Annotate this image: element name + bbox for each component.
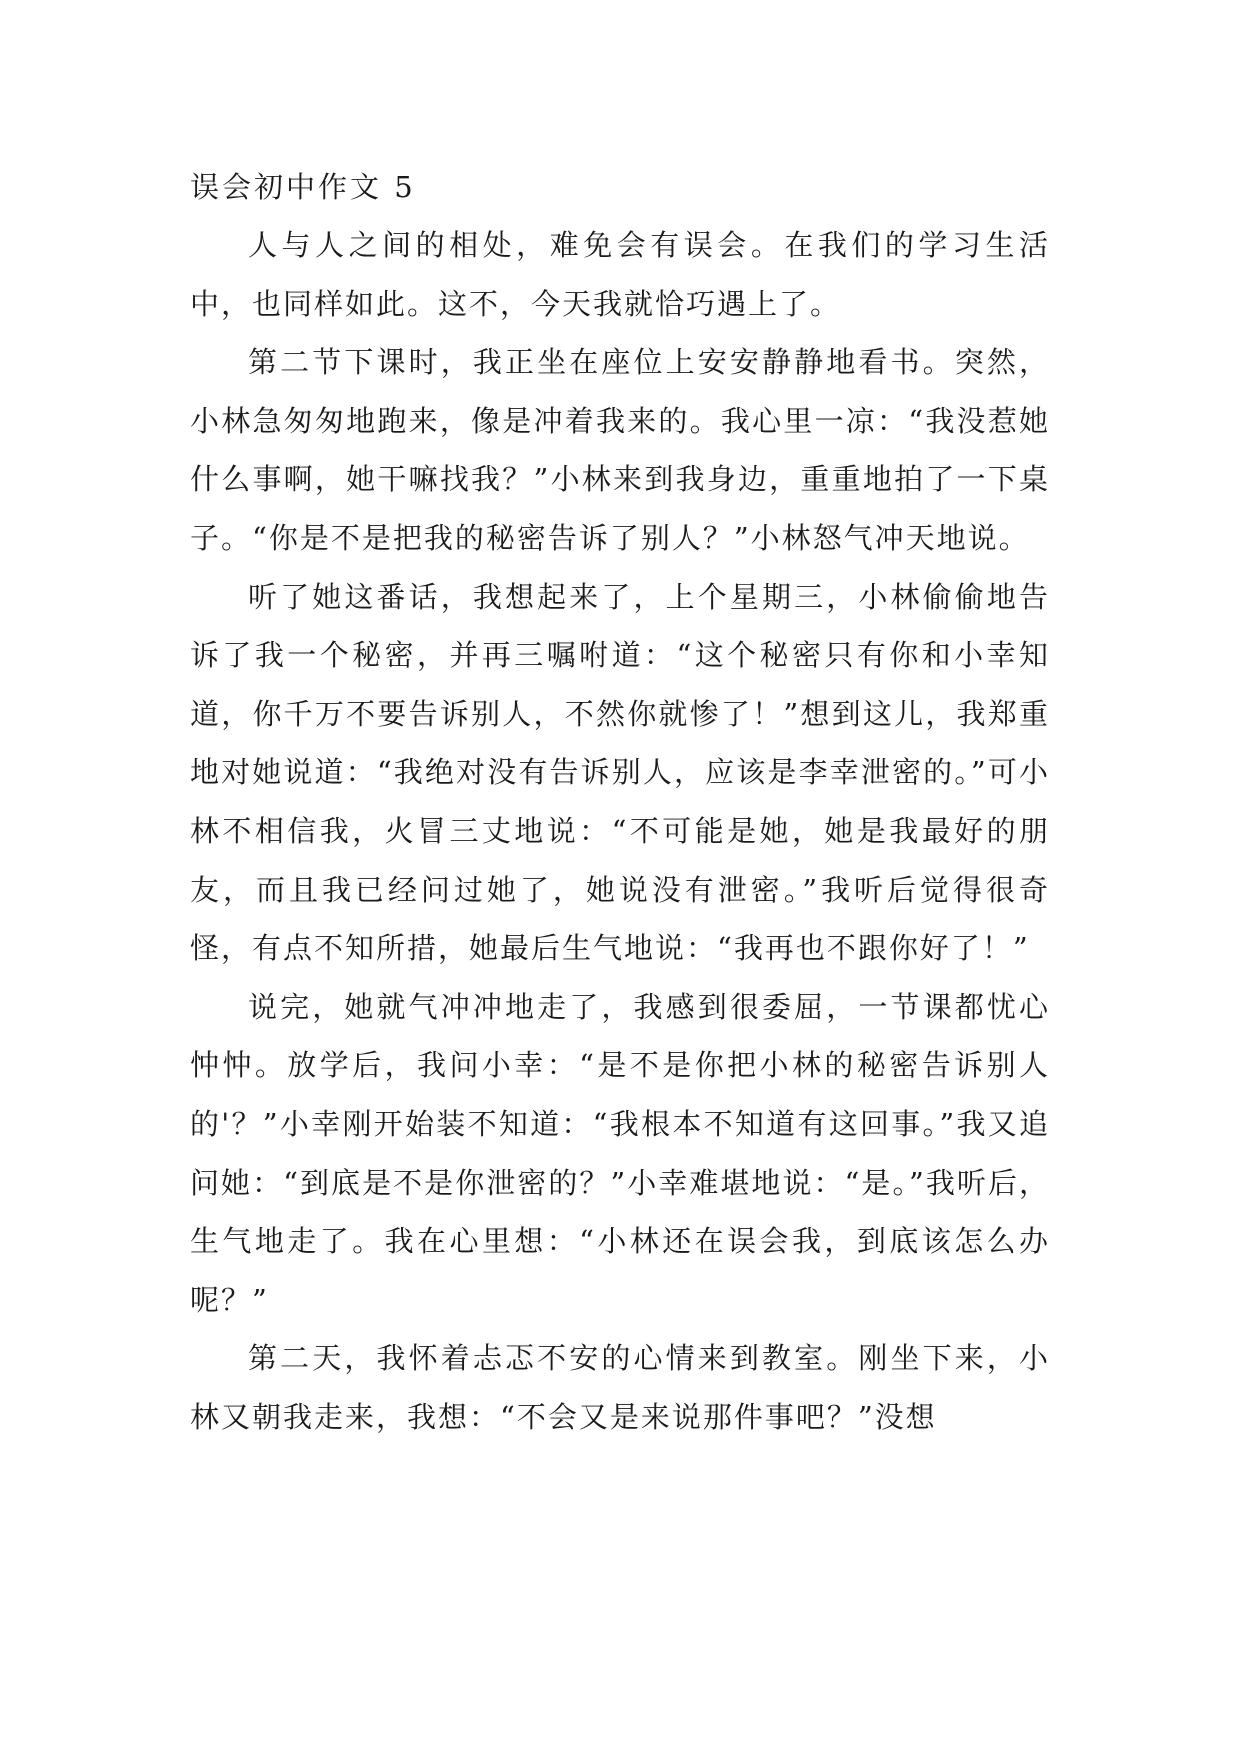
essay-paragraph: 第二天，我怀着忐忑不安的心情来到教室。刚坐下来，小林又朝我走来，我想：“不会又是来说那件事吧？”没想 (190, 1341, 1050, 1434)
essay-paragraph: 听了她这番话，我想起来了，上个星期三，小林偷偷地告诉了我一个秘密，并再三嘱咐道：“这个秘密只有你和小幸知道，你千万不要告诉别人，不然你就惨了！”想到这儿，我郑重地对她说道：“我绝对没有告诉别人，应该是李幸泄密的。”可小林不相信我，火冒三丈地说：“不可能是她，她是我最好的朋友，而且我已经问过她了，她说没有泄密。”我听后觉得很奇怪，有点不知所措，她最后生气地说：“我再也不跟你好了！” (190, 579, 1050, 966)
essay-paragraph: 说完，她就气冲冲地走了，我感到很委屈，一节课都忧心忡忡。放学后，我问小幸：“是不是你把小林的秘密告诉别人的'？”小幸刚开始装不知道：“我根本不知道有这回事。”我又追问她：“到底是不是你泄密的？”小幸难堪地说：“是。”我听后，生气地走了。我在心里想：“小林还在误会我，到底该怎么办呢？” (190, 989, 1050, 1317)
essay-paragraph: 第二节下课时，我正坐在座位上安安静静地看书。突然，小林急匆匆地跑来，像是冲着我来的。我心里一凉：“我没惹她什么事啊，她干嘛找我？”小林来到我身边，重重地拍了一下桌子。“你是不是把我的秘密告诉了别人？”小林怒气冲天地说。 (190, 345, 1050, 555)
essay-paragraph: 人与人之间的相处，难免会有误会。在我们的学习生活中，也同样如此。这不，今天我就恰巧遇上了。 (190, 228, 1050, 321)
essay-title: 误会初中作文 5 (190, 170, 416, 204)
essay-body (190, 158, 1050, 1446)
